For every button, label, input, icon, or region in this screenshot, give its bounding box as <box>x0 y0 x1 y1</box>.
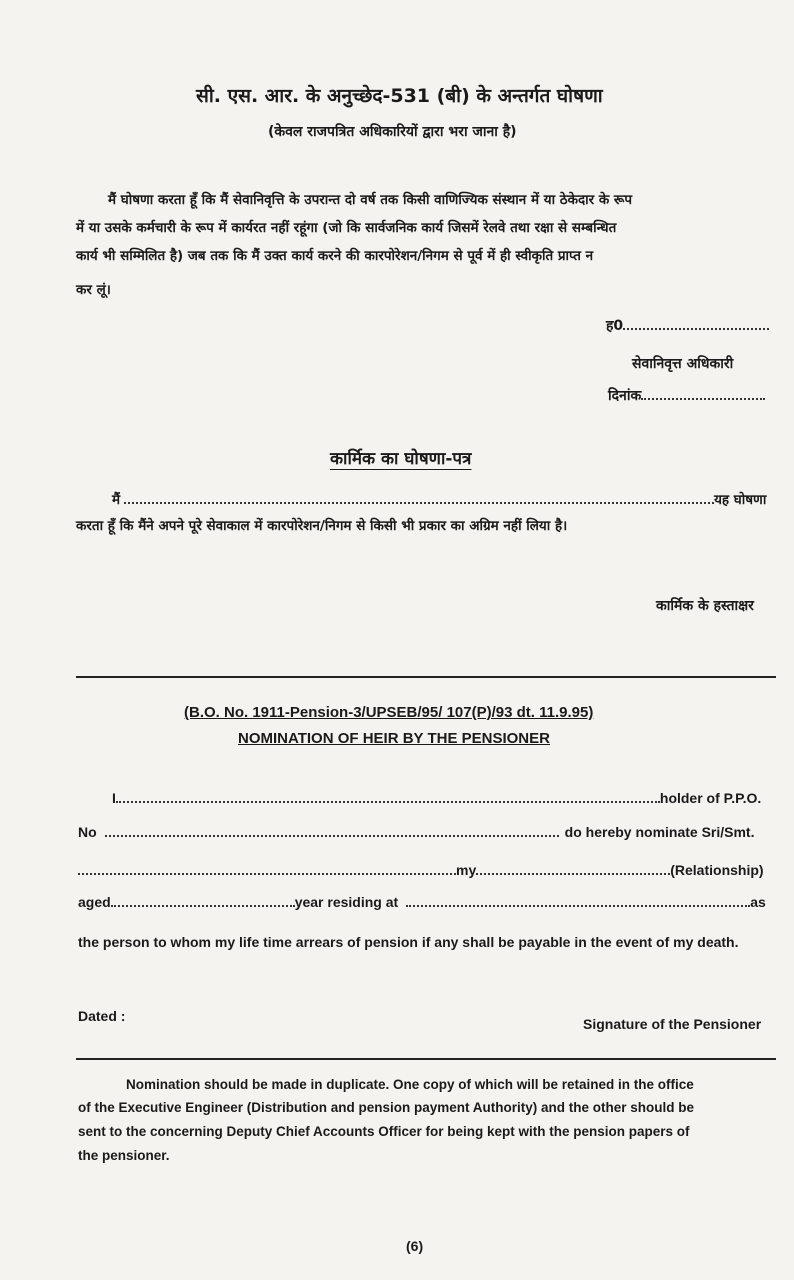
nomination-divider <box>76 1058 776 1060</box>
declaration-end: यह घोषणा <box>714 492 767 508</box>
pensioner-signature-label: Signature of the Pensioner <box>583 1016 762 1032</box>
declaration-paragraph-line-2: में या उसके कर्मचारी के रूप में कार्यरत नहीं रहूंगा (जो कि सार्वजनिक कार्य जिसमें रेलवे तथा रक्षा से सम्बन्धित <box>76 220 617 236</box>
declaration-paragraph-line-1: मैं घोषणा करता हूँ कि मैं सेवानिवृत्ति के उपरान्त दो वर्ष तक किसी वाणिज्यिक संस्थान में या ठेकेदार के रूप <box>108 192 633 208</box>
note-line-3: sent to the concerning Deputy Chief Accounts Officer for being kept with the pension papers of <box>78 1124 690 1139</box>
nominate-label: do hereby nominate Sri/Smt. <box>564 824 755 840</box>
as-label: as <box>750 894 766 910</box>
relationship-my-label: my <box>456 862 477 878</box>
nomination-line-2[interactable] <box>78 824 755 840</box>
dated-label: Dated : <box>78 1008 126 1024</box>
personnel-declaration-line-1[interactable] <box>112 490 766 508</box>
note-line-2: of the Executive Engineer (Distribution and pension payment Authority) and the other should be <box>78 1100 695 1115</box>
page-title: सी. एस. आर. के अनुच्छेद-531 (बी) के अन्तर्गत घोषणा <box>196 85 603 107</box>
personnel-declaration-heading: कार्मिक का घोषणा-पत्र <box>330 449 472 469</box>
signature-label: ह0 <box>606 318 624 334</box>
officer-signature-field[interactable] <box>606 316 769 335</box>
residence-label: year residing at <box>294 894 399 910</box>
personnel-declaration-line-2: करता हूँ कि मैंने अपने पूरे सेवाकाल में कारपोरेशन/निगम से किसी भी प्रकार का अग्रिम नहीं लिया है। <box>76 518 568 534</box>
retired-officer-label: सेवानिवृत्त अधिकारी <box>632 356 734 372</box>
age-label: aged <box>78 894 111 910</box>
personnel-signature-label: कार्मिक के हस्ताक्षर <box>656 598 754 614</box>
nomination-line-5: the person to whom my life time arrears of pension if any shall be payable in the event of my death. <box>78 934 739 950</box>
declaration-start: मैं <box>112 492 121 508</box>
ppo-holder-label: holder of P.P.O. <box>659 790 762 806</box>
note-line-4: the pensioner. <box>78 1148 170 1163</box>
nomination-heading: NOMINATION OF HEIR BY THE PENSIONER <box>238 730 550 747</box>
nomination-line-1[interactable] <box>112 790 761 806</box>
officer-date-field[interactable] <box>608 386 765 405</box>
date-label: दिनांक <box>608 388 642 404</box>
relationship-label: (Relationship) <box>670 862 764 878</box>
page-number: (6) <box>406 1238 424 1254</box>
note-line-1: Nomination should be made in duplicate. One copy of which will be retained in the office <box>126 1077 694 1092</box>
bo-reference: (B.O. No. 1911-Pension-3/UPSEB/95/ 107(P)/93 dt. 11.9.95) <box>184 704 594 721</box>
page-subtitle: (केवल राजपत्रित अधिकारियों द्वारा भरा जाना है) <box>268 124 517 140</box>
ppo-number-label: No <box>78 824 97 840</box>
nomination-line-3[interactable] <box>78 862 764 878</box>
declaration-paragraph-line-3: कार्य भी सम्मिलित है) जब तक कि मैं उक्त कार्य करने की कारपोरेशन/निगम से पूर्व में ही स्वीकृति प्राप्त न <box>76 248 594 264</box>
declaration-paragraph-line-4: कर लूं। <box>76 282 111 298</box>
nomination-line-4[interactable] <box>78 894 766 910</box>
section-divider <box>76 676 776 678</box>
nominator-label: I <box>112 790 116 806</box>
